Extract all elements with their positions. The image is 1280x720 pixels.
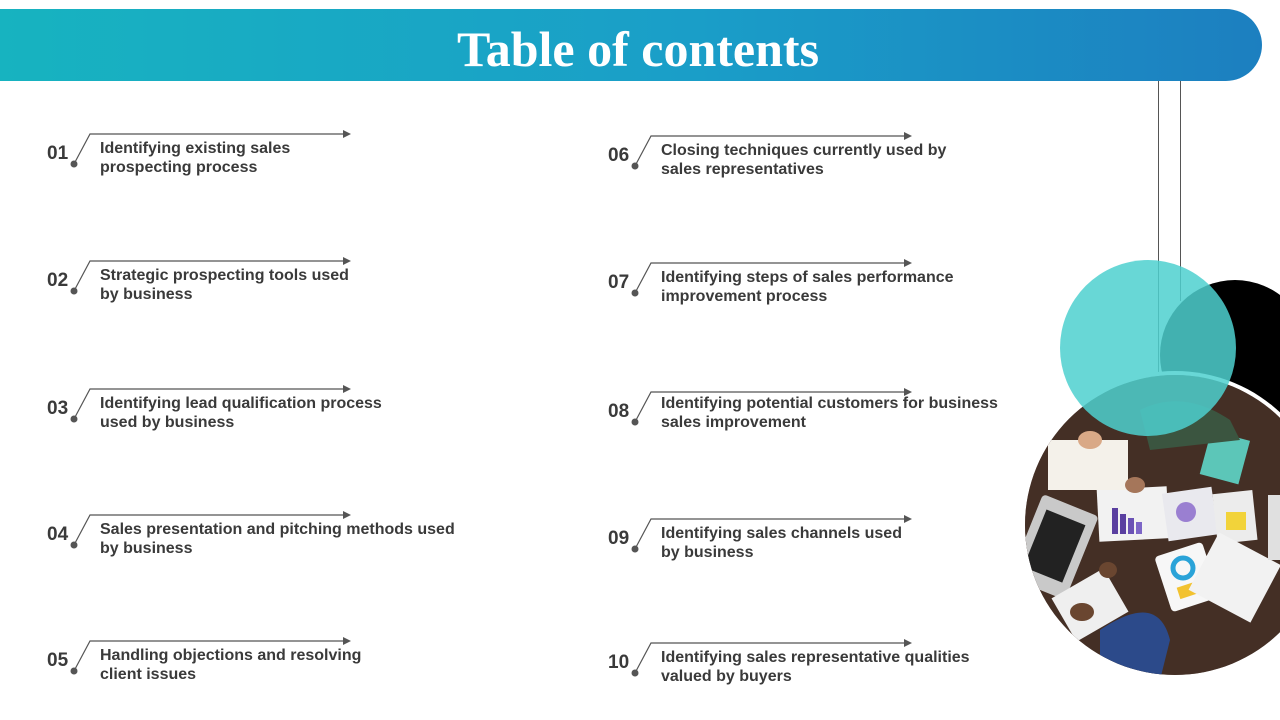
item-text: Identifying potential customers for business sales improvement	[661, 395, 998, 431]
page-title: Table of contents	[456, 21, 820, 77]
toc-item-10[interactable]	[608, 642, 1088, 712]
item-number: 05	[47, 650, 69, 671]
item-number: 04	[47, 524, 69, 545]
item-number: 02	[47, 270, 69, 291]
toc-item-09[interactable]	[608, 518, 1088, 588]
toc-item-05[interactable]	[47, 640, 527, 710]
toc-item-03[interactable]	[47, 388, 527, 458]
toc-item-02[interactable]	[47, 260, 527, 330]
toc-item-01[interactable]	[47, 133, 527, 203]
item-text: Closing techniques currently used by sales representatives	[661, 142, 947, 178]
item-text: Identifying existing sales prospecting process	[100, 140, 291, 176]
item-number: 06	[608, 145, 630, 166]
item-number: 10	[608, 652, 630, 673]
item-text: Identifying lead qualification process used by business	[100, 395, 382, 431]
toc-item-04[interactable]	[47, 514, 527, 584]
item-text: Identifying sales representative qualities valued by buyers	[661, 649, 970, 685]
item-text: Identifying steps of sales performance improvement process	[661, 269, 954, 305]
item-number: 09	[608, 528, 630, 549]
toc-item-06[interactable]	[608, 135, 1088, 205]
item-number: 01	[47, 143, 69, 164]
item-number: 07	[608, 272, 630, 293]
toc-item-08[interactable]	[608, 391, 1088, 461]
decorative-line	[1158, 81, 1159, 381]
toc-item-07[interactable]	[608, 262, 1088, 332]
item-text: Sales presentation and pitching methods used by business	[100, 521, 455, 557]
item-text: Identifying sales channels used by business	[661, 525, 902, 561]
decorative-line	[1180, 81, 1181, 301]
item-number: 08	[608, 401, 630, 422]
item-text: Strategic prospecting tools used by business	[100, 267, 349, 303]
item-number: 03	[47, 398, 69, 419]
item-text: Handling objections and resolving client issues	[100, 647, 362, 683]
